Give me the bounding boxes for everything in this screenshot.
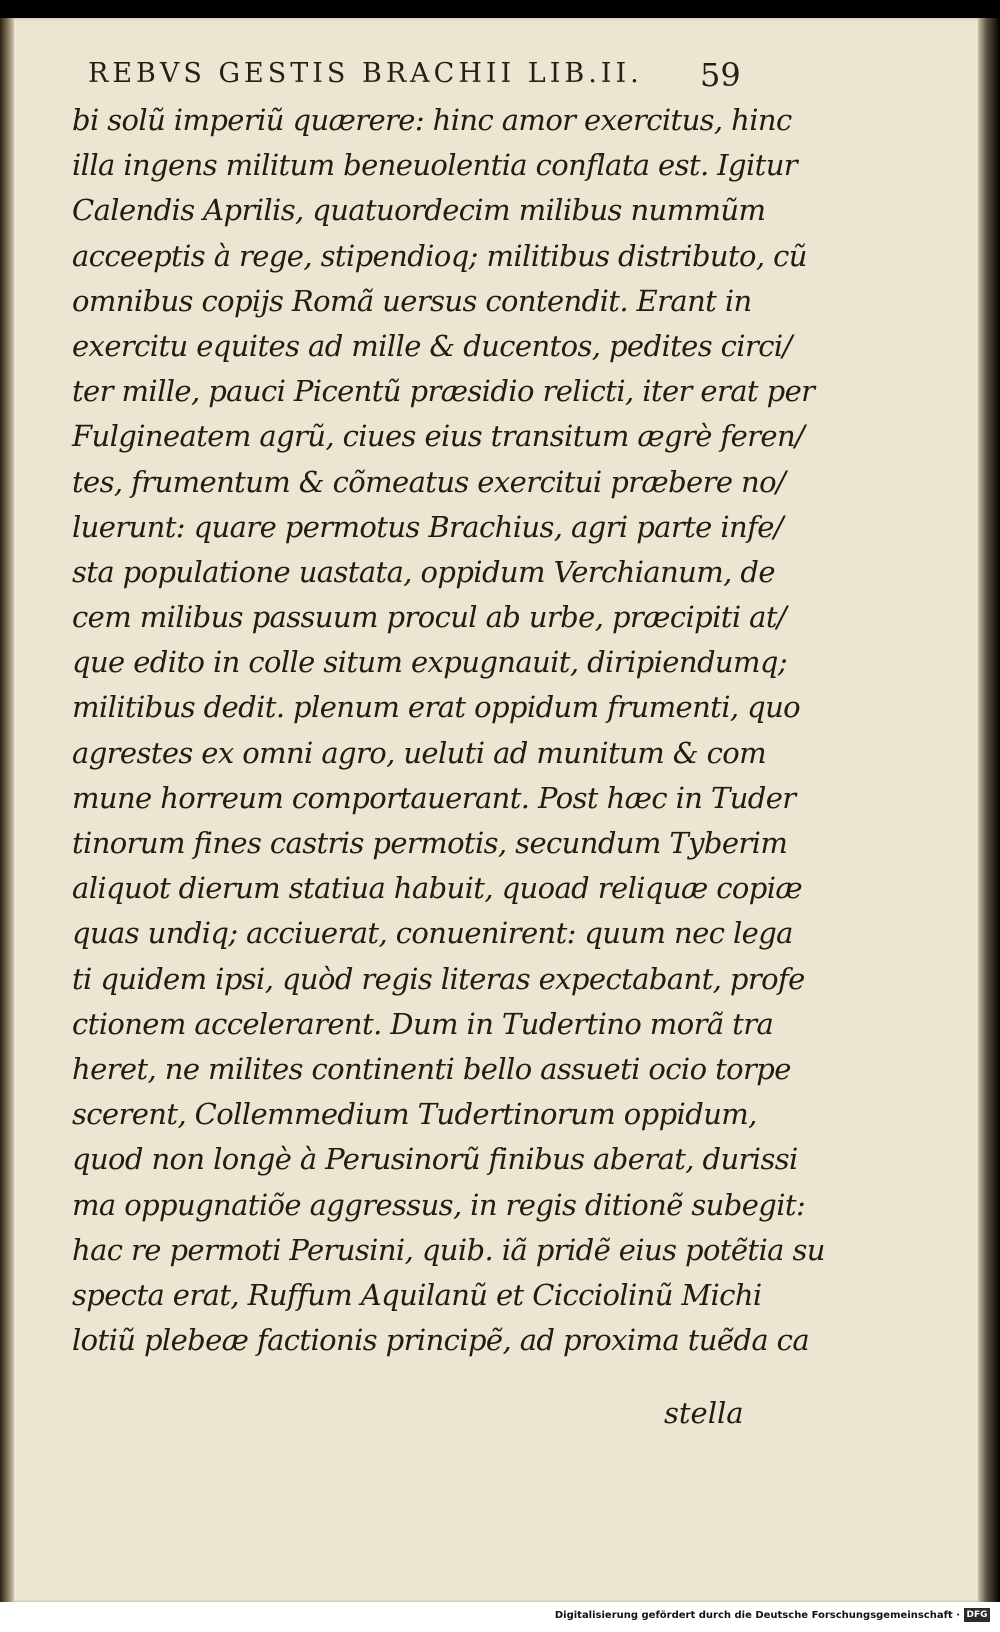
footer-bar — [0, 1602, 1000, 1632]
text-line: sta populatione uastata, oppidum Verchianum, de — [72, 554, 775, 589]
text-line: Calendis Aprilis, quatuordecim milibus nummũm — [72, 193, 766, 228]
body-text — [72, 98, 825, 1363]
funding-credit: Digitalisierung gefördert durch die Deutsche Forschungsgemeinschaft · — [554, 1610, 960, 1621]
text-line: Fulgineatem agrũ, ciues eius transitum ægrè feren/ — [72, 419, 805, 454]
text-line: quas undiq; acciuerat, conuenirent: quum nec lega — [72, 916, 793, 951]
text-line: que edito in colle situm expugnauit, diripiendumq; — [72, 645, 788, 680]
text-line: illa ingens militum beneuolentia conflata est. Igitur — [72, 148, 798, 183]
text-line: quod non longè à Perusinorũ finibus aberat, durissi — [72, 1142, 798, 1177]
text-line: exercitu equites ad mille & ducentos, pedites circi/ — [72, 328, 792, 363]
text-line: cem milibus passuum procul ab urbe, præcipiti at/ — [72, 600, 787, 635]
text-line: ma oppugnatiõe aggressus, in regis ditionẽ subegit: — [72, 1187, 806, 1222]
page-right-edge — [978, 18, 1000, 1602]
text-line: aliquot dierum statiua habuit, quoad reliquæ copiæ — [72, 871, 803, 906]
text-line: luerunt: quare permotus Brachius, agri parte infe/ — [72, 509, 783, 544]
text-line: mune horreum comportauerant. Post hæc in Tuder — [72, 780, 796, 815]
page-number: 59 — [700, 56, 741, 94]
text-line: ctionem accelerarent. Dum in Tudertino morã tra — [72, 1006, 774, 1041]
text-line: agrestes ex omni agro, ueluti ad munitum & com — [72, 735, 766, 770]
text-line: scerent, Collemmedium Tudertinorum oppidum, — [72, 1097, 757, 1132]
text-line: tinorum fines castris permotis, secundum Tyberim — [72, 826, 788, 860]
text-line: omnibus copijs Romã uersus contendit. Erant in — [72, 283, 752, 318]
text-line: specta erat, Ruffum Aquilanũ et Cicciolinũ Michi — [72, 1277, 762, 1312]
text-line: acceeptis à rege, stipendioq; militibus distributo, cũ — [72, 238, 807, 273]
top-border — [0, 0, 1000, 18]
text-line: militibus dedit. plenum erat oppidum frumenti, quo — [72, 690, 801, 725]
dfg-logo: DFG — [964, 1608, 990, 1622]
text-line: heret, ne milites continenti bello assueti ocio torpe — [72, 1051, 791, 1086]
text-line: hac re permoti Perusini, quib. iã pridẽ eius potẽtia su — [72, 1232, 825, 1267]
running-head: REBVS GESTIS BRACHII LIB.II. — [88, 58, 643, 89]
text-line: ti quidem ipsi, quòd regis literas expectabant, profe — [72, 961, 805, 996]
text-line: bi solũ imperiũ quærere: hinc amor exercitus, hinc — [72, 103, 792, 137]
text-line: tes, frumentum & cõmeatus exercitui præbere no/ — [72, 464, 786, 499]
text-line: lotiũ plebeæ factionis principẽ, ad proxima tuẽda ca — [72, 1323, 810, 1358]
catchword: stella — [664, 1396, 744, 1430]
page-gutter-shadow — [0, 18, 14, 1602]
text-line: ter mille, pauci Picentũ præsidio relicti, iter erat per — [72, 374, 815, 409]
